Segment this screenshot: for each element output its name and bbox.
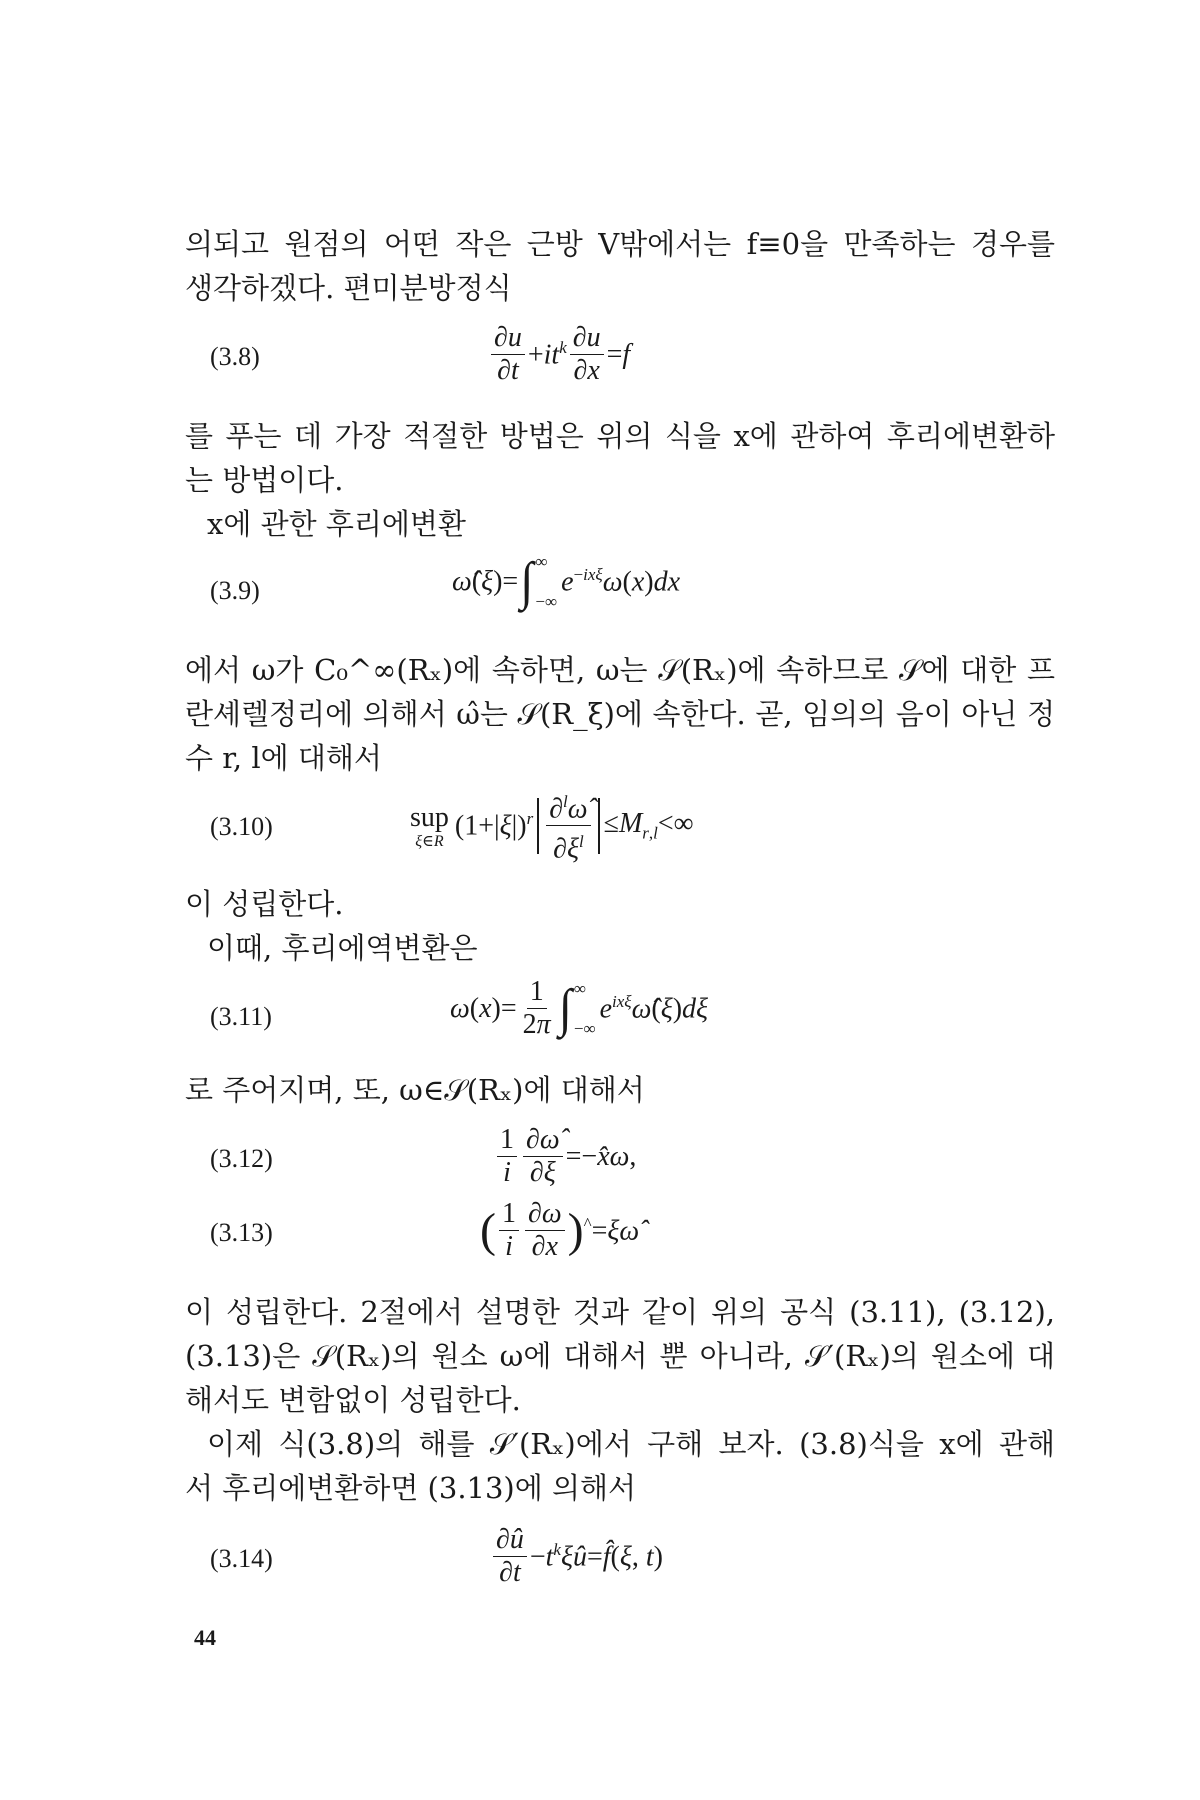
text-line-4: 는 방법이다. <box>185 463 344 497</box>
text-line-14: 해서도 변함없이 성립한다. <box>185 1383 521 1417</box>
text-line-11: 로 주어지며, 또, ω∈𝒮(Rₓ)에 대해서 <box>185 1073 645 1107</box>
text-line-8: 수 r, l에 대해서 <box>185 741 382 775</box>
equation-3-13: ( $\frac{1}{i}$ $\frac{\partial\omega}{\partial x}$ ) ^=ξω̂ <box>480 1198 640 1262</box>
equation-3-9: ω̂(ξ)= ∫ ∞ −∞ $e^{-ix\xi}\omega(x)dx$ <box>452 552 681 611</box>
text-line-13: (3.13)은 𝒮(Rₓ)의 원소 ω에 대해서 뿐 아니라, 𝒮′(Rₓ)의 원소에 대 <box>185 1339 1055 1373</box>
text-line-7: 란셰렐정리에 의해서 ω̂는 𝒮(R_ξ)에 속한다. 곧, 임의의 음이 아닌 정 <box>185 697 1055 731</box>
page-number: 44 <box>194 1625 216 1650</box>
text-line-5: x에 관한 후리에변환 <box>207 507 466 541</box>
equation-3-11: ω(x)= $\frac{1}{2\pi}$ ∫ ∞ −∞ $e^{ix\xi}\omegâ(\xi)d\xi$ <box>450 976 709 1040</box>
equation-3-12: $\frac{1}{i}$ $\frac{\partial\omegâ}{\partial\xi}$ =−x̂ω, <box>494 1124 636 1189</box>
equation-number: (3.14) <box>210 1544 273 1573</box>
text-line-1: 의되고 원점의 어떤 작은 근방 V밖에서는 f≡0을 만족하는 경우를 <box>185 227 1055 261</box>
text-line-9: 이 성립한다. <box>185 887 344 921</box>
text-line-10: 이때, 후리에역변환은 <box>207 931 478 965</box>
equation-number: (3.8) <box>210 342 260 371</box>
equation-3-10: sup ξ∈R $(1+|\xi|)^r$ $\frac{\partial^l\omegâ}{\partial\xi^l}$ $\le M_{r,l}<\infty$ <box>410 786 694 866</box>
text-line-2: 생각하겠다. 편미분방정식 <box>185 271 512 305</box>
equation-number: (3.9) <box>210 576 260 605</box>
text-line-3: 를 푸는 데 가장 적절한 방법은 위의 식을 x에 관하여 후리에변환하 <box>185 419 1055 453</box>
equation-number: (3.10) <box>210 812 273 841</box>
equation-number: (3.13) <box>210 1218 273 1247</box>
text-line-16: 서 후리에변환하면 (3.13)에 의해서 <box>185 1471 637 1505</box>
text-line-15: 이제 식(3.8)의 해를 𝒮′(Rₓ)에서 구해 보자. (3.8)식을 x에 관해 <box>207 1427 1055 1461</box>
text-line-12: 이 성립한다. 2절에서 설명한 것과 같이 위의 공식 (3.11), (3.12), <box>185 1295 1055 1329</box>
text-line-6: 에서 ω가 C₀^∞(Rₓ)에 속하면, ω는 𝒮(Rₓ)에 속하므로 𝒮에 대한 프 <box>185 653 1055 687</box>
equation-3-14: $\frac{\partial û}{\partial t}$ $-t^k\xi û=f̂(\xi$, t) <box>490 1524 663 1589</box>
equation-number: (3.12) <box>210 1144 273 1173</box>
equation-number: (3.11) <box>210 1002 272 1031</box>
equation-3-8: $\frac{\partial u}{\partial t}$ $+it^k$ $\frac{\partial u}{\partial x}$ =f <box>488 322 630 387</box>
